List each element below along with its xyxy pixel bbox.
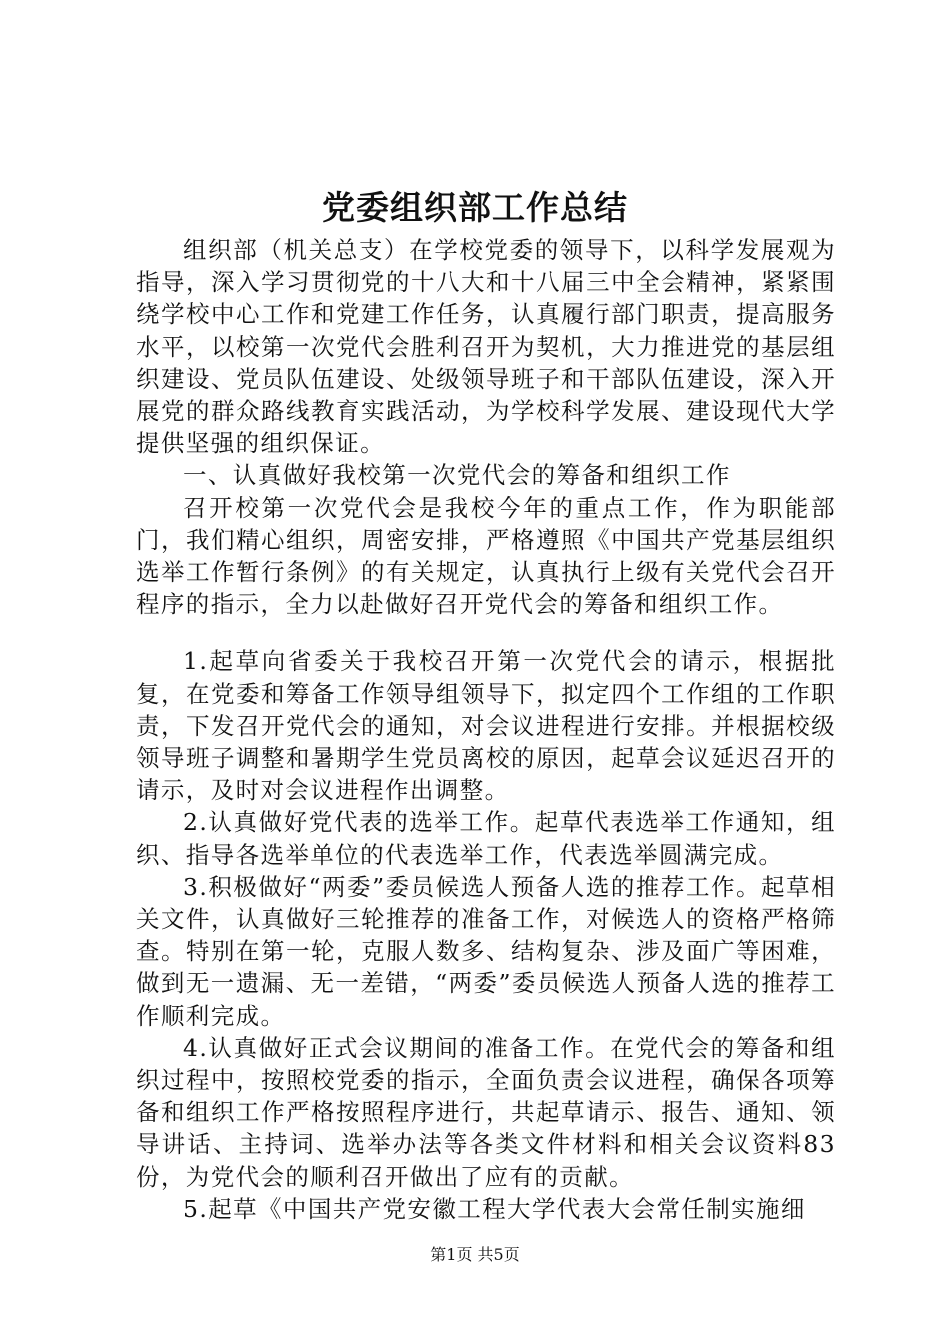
list-item-3: 3.积极做好“两委”委员候选人预备人选的推荐工作。起草相关文件，认真做好三轮推荐的准备工作，对候选人的资格严格筛查。特别在第一轮，克服人数多、结构复杂、涉及面广等困难，做到无一遗漏、无一差错，“两委”委员候选人预备人选的推荐工作顺利完成。 <box>136 872 836 1030</box>
document-body <box>136 234 836 1225</box>
intro-paragraph: 组织部（机关总支）在学校党委的领导下，以科学发展观为指导，深入学习贯彻党的十八大和十八届三中全会精神，紧紧围绕学校中心工作和党建工作任务，认真履行部门职责，提高服务水平，以校第一次党代会胜利召开为契机，大力推进党的基层组织建设、党员队伍建设、处级领导班子和干部队伍建设，深入开展党的群众路线教育实践活动，为学校科学发展、建设现代大学提供坚强的组织保证。 <box>136 236 836 458</box>
paragraph-gap <box>136 620 836 645</box>
section-1-paragraph: 召开校第一次党代会是我校今年的重点工作，作为职能部门，我们精心组织，周密安排，严格遵照《中国共产党基层组织选举工作暂行条例》的有关规定，认真执行上级有关党代会召开程序的指示，全力以赴做好召开党代会的筹备和组织工作。 <box>136 493 836 619</box>
document-title: 党委组织部工作总结 <box>322 188 628 227</box>
list-item-2: 2.认真做好党代表的选举工作。起草代表选举工作通知，组织、指导各选举单位的代表选举工作，代表选举圆满完成。 <box>136 808 836 869</box>
list-item-5: 5.起草《中国共产党安徽工程大学代表大会常任制实施细 <box>183 1194 806 1223</box>
page-footer: 第1页 共5页 <box>430 1245 520 1264</box>
list-item-4: 4.认真做好正式会议期间的准备工作。在党代会的筹备和组织过程中，按照校党委的指示，全面负责会议进程，确保各项筹备和组织工作严格按照程序进行，共起草请示、报告、通知、领导讲话、主持词、选举办法等各类文件材料和相关会议资料83份，为党代会的顺利召开做出了应有的贡献。 <box>136 1033 836 1191</box>
section-heading-1: 一、认真做好我校第一次党代会的筹备和组织工作 <box>183 461 731 490</box>
list-item-1: 1.起草向省委关于我校召开第一次党代会的请示，根据批复，在党委和筹备工作领导组领导下，拟定四个工作组的工作职责，下发召开党代会的通知，对会议进程进行安排。并根据校级领导班子调整和暑期学生党员离校的原因，起草会议延迟召开的请示，及时对会议进程作出调整。 <box>136 647 836 805</box>
